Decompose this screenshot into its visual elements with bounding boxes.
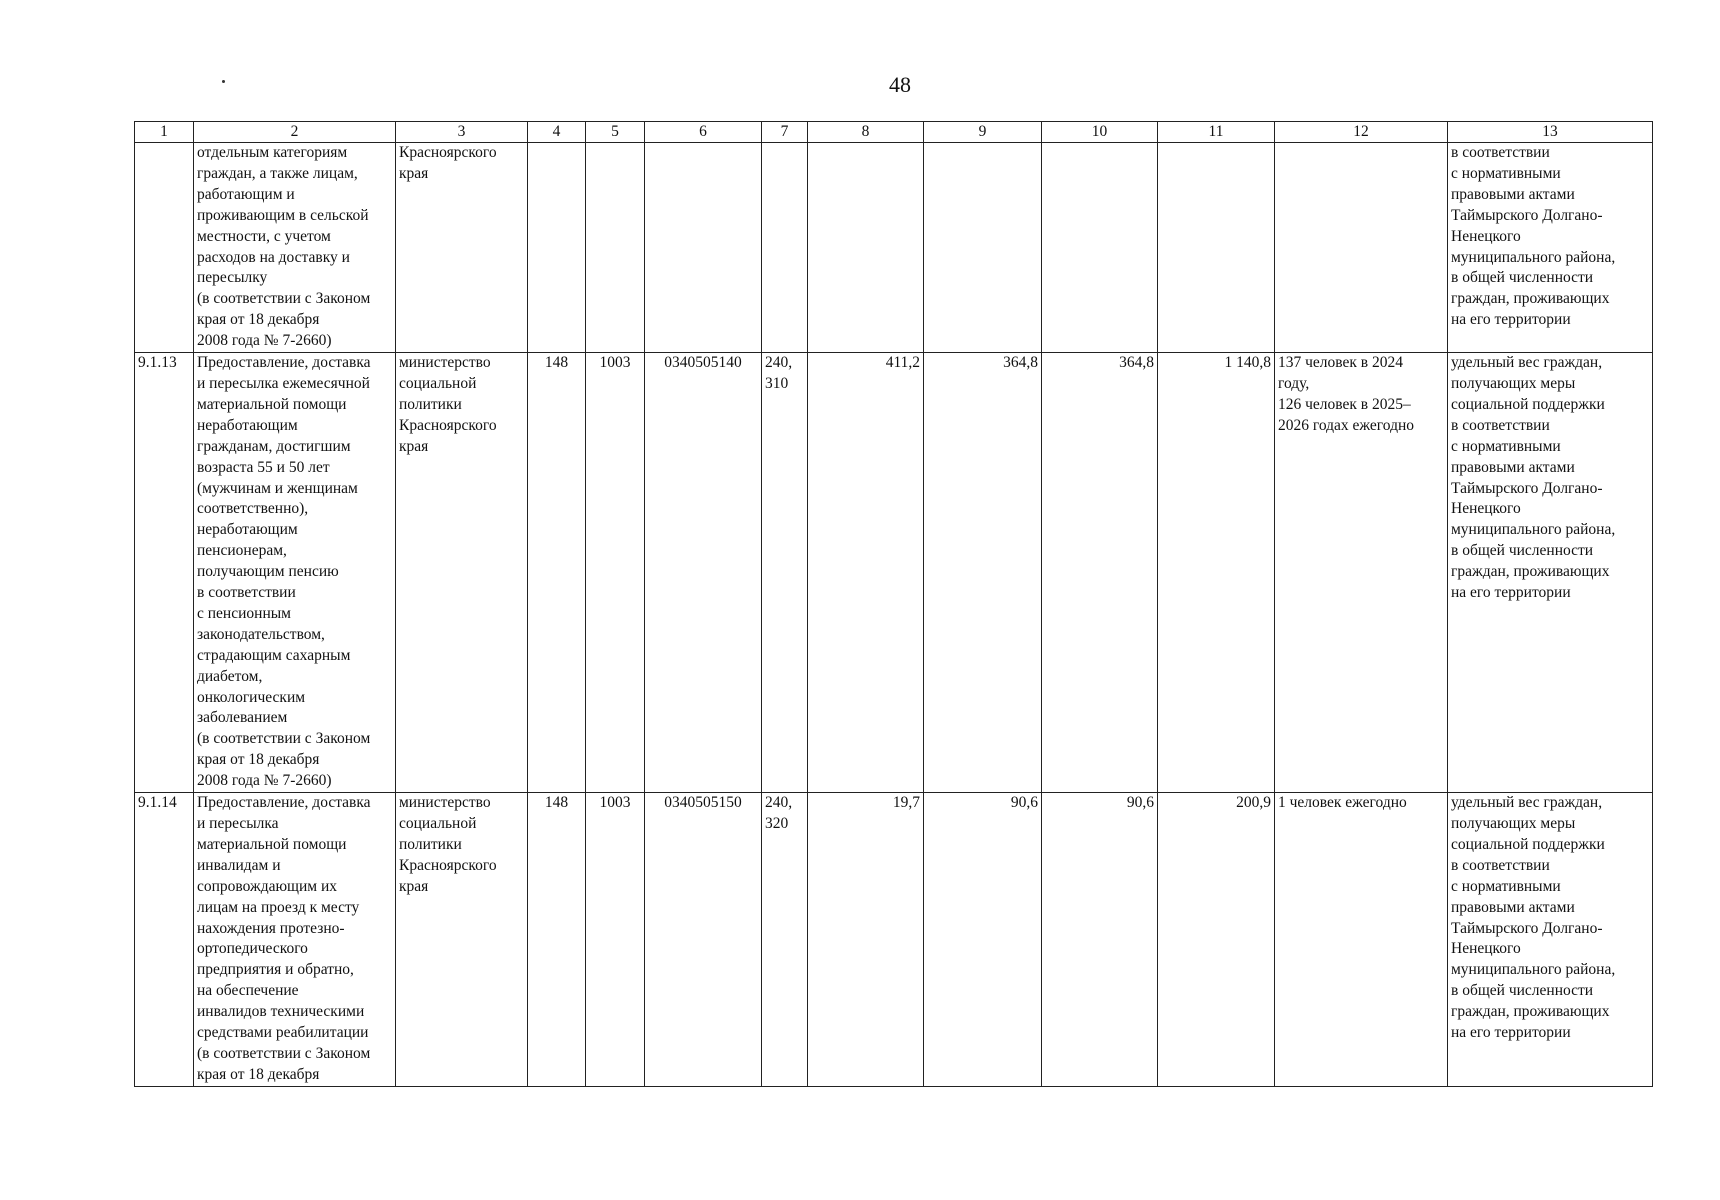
cell-total: 1 140,8 (1158, 353, 1275, 793)
cell-result (1275, 143, 1448, 353)
col-header: 8 (808, 122, 924, 143)
cell-result: 137 человек в 2024 году, 126 человек в 2025– 2026 годах ежегодно (1275, 353, 1448, 793)
cell-agency: Красноярского края (396, 143, 528, 353)
cell-activity-name: отдельным категориям граждан, а также лицам, работающим и проживающим в сельской местности, с учетом расходов на доставку и пересылку (в соответствии с Законом края от 18 декабря 2008 года № 7-2660) (194, 143, 396, 353)
cell-csr: 0340505140 (645, 353, 762, 793)
col-header: 6 (645, 122, 762, 143)
cell-indicator: в соответствии с нормативными правовыми актами Таймырского Долгано- Ненецкого муниципального района, в общей численности граждан, проживающих на его территории (1448, 143, 1653, 353)
col-header: 12 (1275, 122, 1448, 143)
col-header: 3 (396, 122, 528, 143)
cell-total: 200,9 (1158, 793, 1275, 1087)
cell-vr: 240, 320 (762, 793, 808, 1087)
col-header: 2 (194, 122, 396, 143)
cell-grbs: 148 (528, 353, 586, 793)
cell-grbs (528, 143, 586, 353)
cell-2025 (924, 143, 1042, 353)
col-header: 4 (528, 122, 586, 143)
col-header: 11 (1158, 122, 1275, 143)
header-row (135, 122, 1653, 143)
program-activities-table (134, 121, 1653, 1087)
cell-csr: 0340505150 (645, 793, 762, 1087)
cell-2024: 19,7 (808, 793, 924, 1087)
page-number: 48 (889, 72, 911, 97)
col-header: 1 (135, 122, 194, 143)
cell-indicator: удельный вес граждан, получающих меры социальной поддержки в соответствии с нормативными правовыми актами Таймырского Долгано- Ненецкого муниципального района, в общей численности граждан, проживающих на его территории (1448, 793, 1653, 1087)
cell-agency: министерство социальной политики Красноярского края (396, 793, 528, 1087)
cell-2025: 90,6 (924, 793, 1042, 1087)
cell-2026 (1042, 143, 1158, 353)
cell-vr (762, 143, 808, 353)
col-header: 5 (586, 122, 645, 143)
cell-grbs: 148 (528, 793, 586, 1087)
cell-rz: 1003 (586, 353, 645, 793)
cell-2026: 90,6 (1042, 793, 1158, 1087)
cell-result: 1 человек ежегодно (1275, 793, 1448, 1087)
cell-number: 9.1.13 (135, 353, 194, 793)
col-header: 9 (924, 122, 1042, 143)
cell-indicator: удельный вес граждан, получающих меры социальной поддержки в соответствии с нормативными правовыми актами Таймырского Долгано- Ненецкого муниципального района, в общей численности граждан, проживающих на его территории (1448, 353, 1653, 793)
table-row (135, 353, 1653, 793)
cell-total (1158, 143, 1275, 353)
cell-rz (586, 143, 645, 353)
cell-agency: министерство социальной политики Красноярского края (396, 353, 528, 793)
col-header: 10 (1042, 122, 1158, 143)
table-row (135, 143, 1653, 353)
cell-vr: 240, 310 (762, 353, 808, 793)
cell-csr (645, 143, 762, 353)
col-header: 13 (1448, 122, 1653, 143)
scan-speck (222, 80, 225, 83)
cell-2026: 364,8 (1042, 353, 1158, 793)
cell-2024: 411,2 (808, 353, 924, 793)
cell-rz: 1003 (586, 793, 645, 1087)
col-header: 7 (762, 122, 808, 143)
cell-activity-name: Предоставление, доставка и пересылка материальной помощи инвалидам и сопровождающим их лицам на проезд к месту нахождения протезно- ортопедического предприятия и обратно, на обеспечение инвалидов техническими средствами реабилитации (в соответствии с Законом края от 18 декабря (194, 793, 396, 1087)
cell-number: 9.1.14 (135, 793, 194, 1087)
cell-activity-name: Предоставление, доставка и пересылка ежемесячной материальной помощи неработающим гражданам, достигшим возраста 55 и 50 лет (мужчинам и женщинам соответственно), неработающим пенсионерам, получающим пенсию в соответствии с пенсионным законодательством, страдающим сахарным диабетом, онкологическим заболеванием (в соответствии с Законом края от 18 декабря 2008 года № 7-2660) (194, 353, 396, 793)
cell-2024 (808, 143, 924, 353)
cell-2025: 364,8 (924, 353, 1042, 793)
table-row (135, 793, 1653, 1087)
cell-number (135, 143, 194, 353)
